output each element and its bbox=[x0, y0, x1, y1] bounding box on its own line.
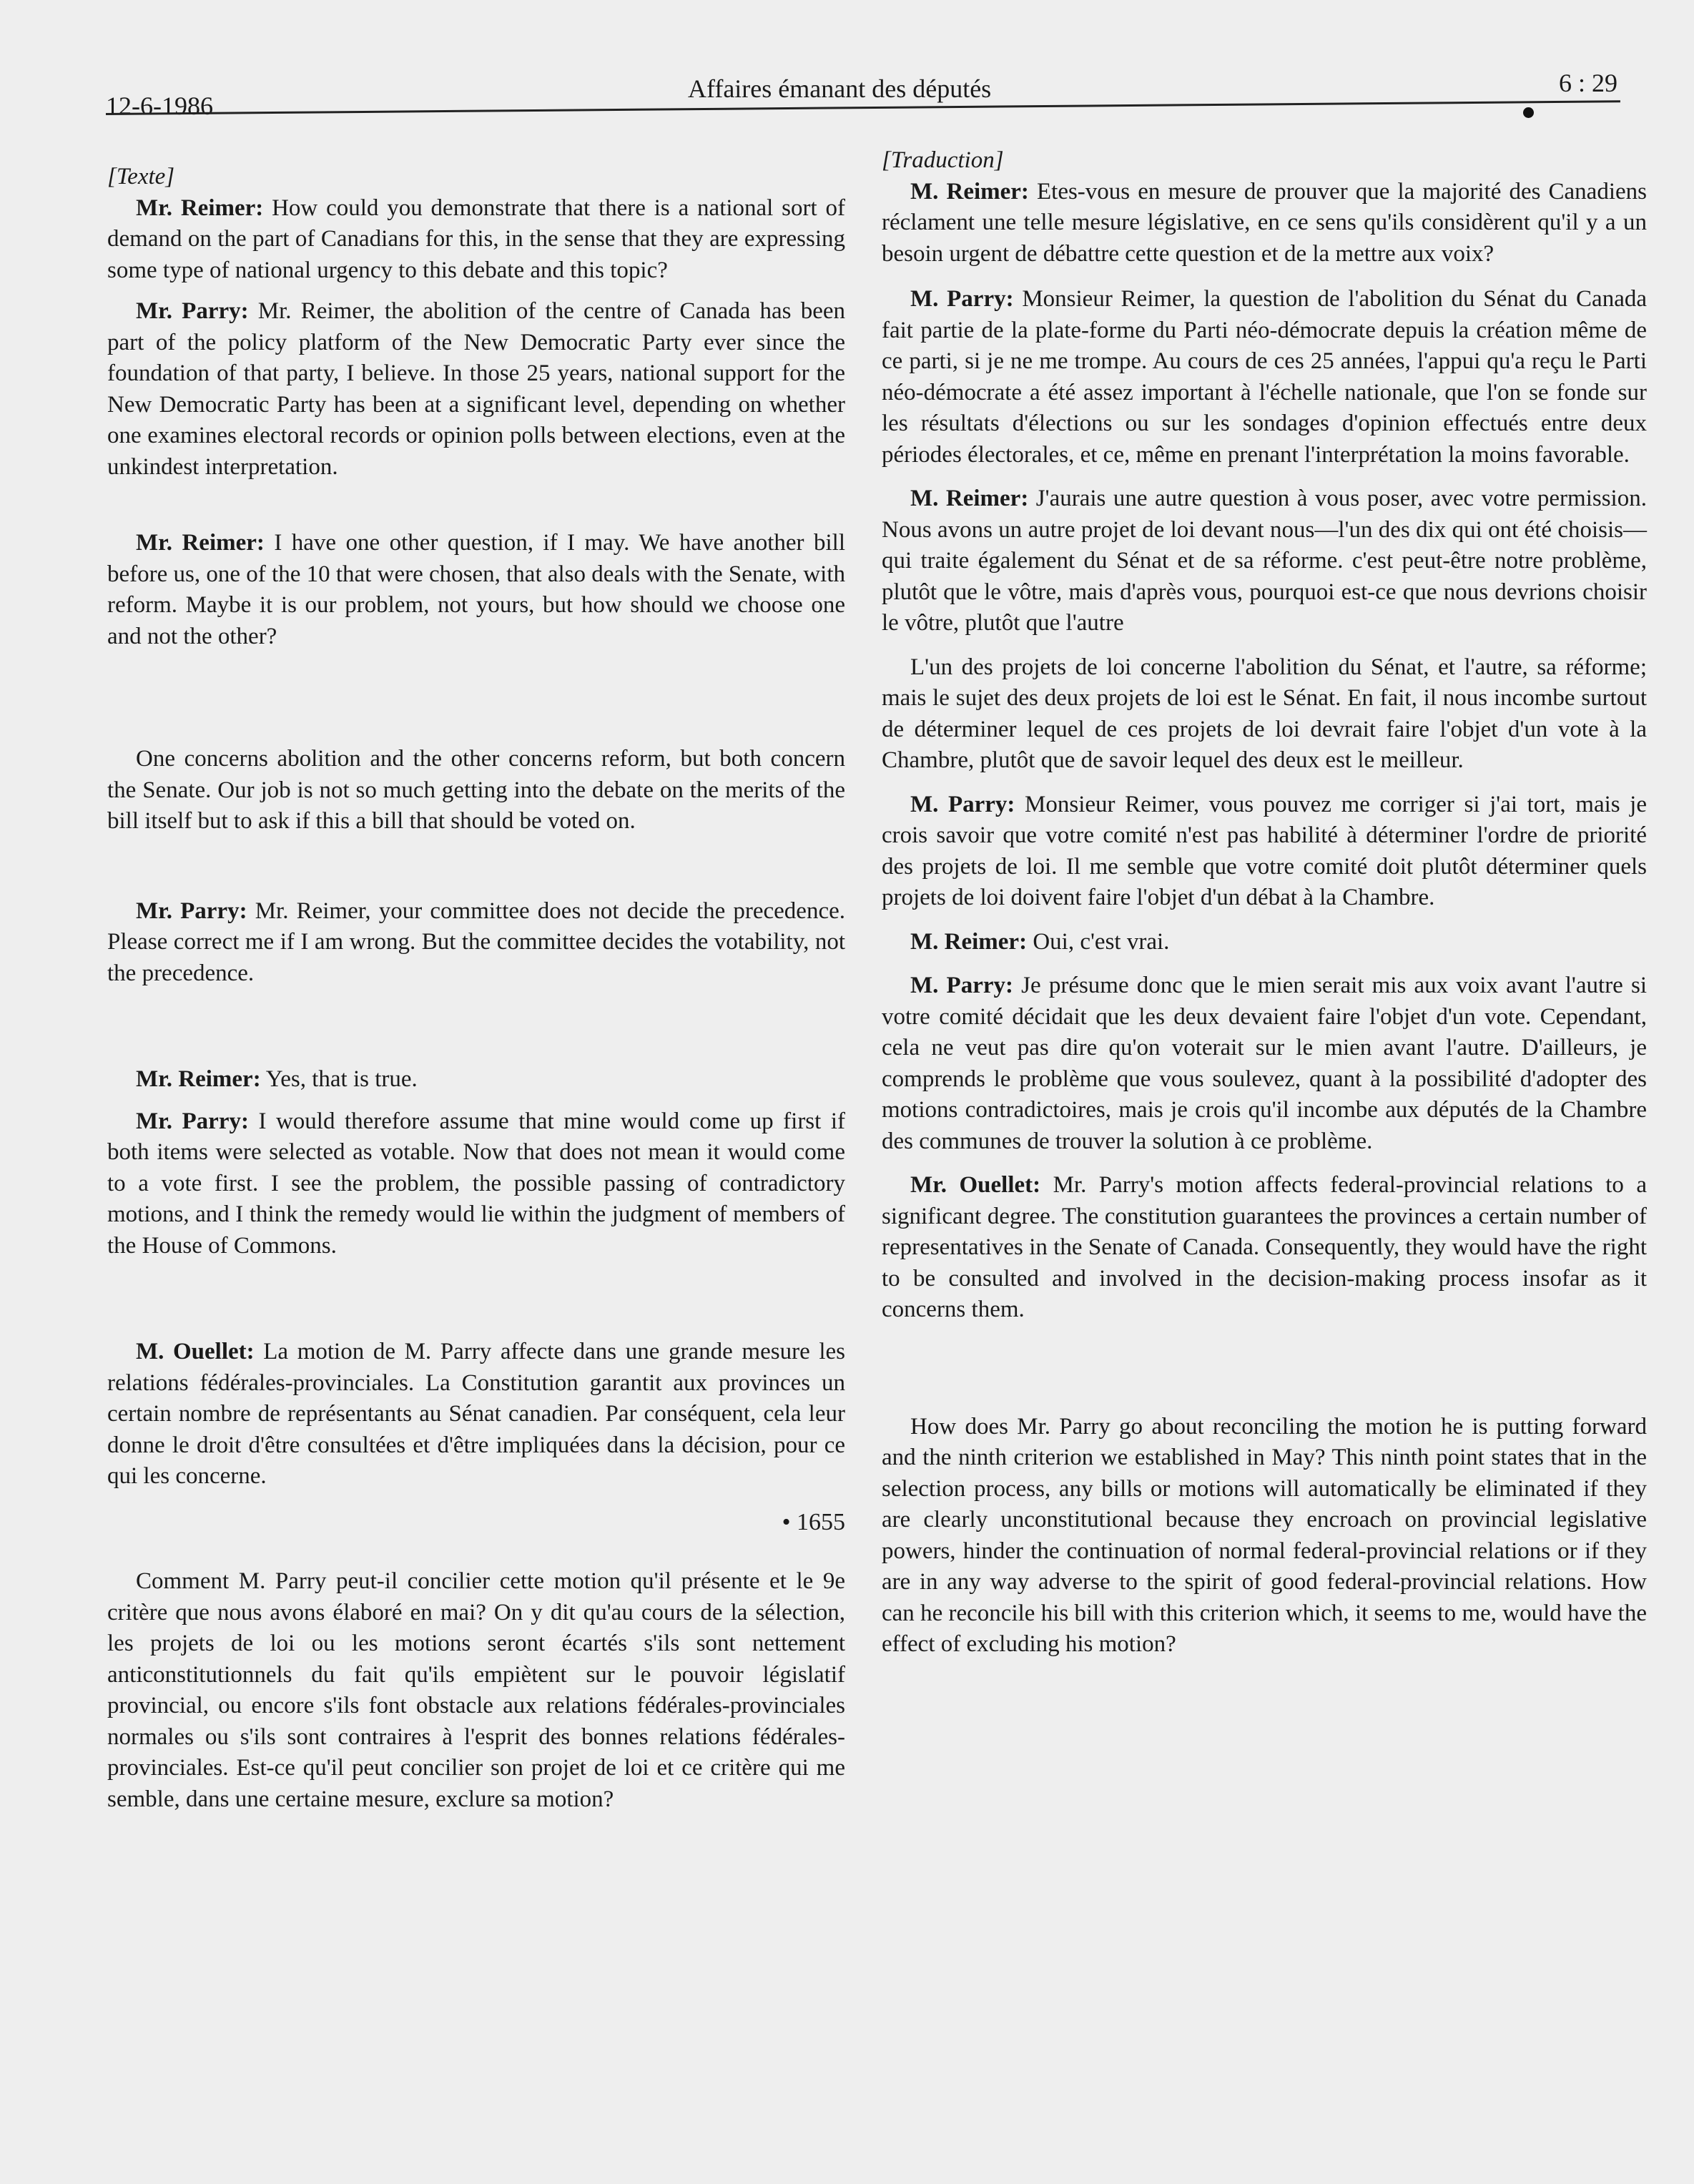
speaker-name: M. Parry: bbox=[910, 973, 1014, 998]
paragraph bbox=[107, 896, 845, 990]
speech-text: Monsieur Reimer, la question de l'abolition du Sénat du Canada fait partie de la plate-forme du Parti néo-démocrate depuis la création même de ce parti, si je ne me trompe. Au cours de ces 25 années, l'appui qu'a reçu le Parti néo-démocrate a été assez important à l'échelle nationale, que l'on se fonde sur les résultats d'élections ou sur les sondages d'opinion effectués entre deux périodes électorales, et ce, même en prenant l'interprétation la moins favorable. bbox=[882, 286, 1647, 468]
speech-text: Je présume donc que le mien serait mis aux voix avant l'autre si votre comité décidait que les deux devaient faire l'objet d'un vote. Cependant, cela ne veut pas dire qu'on voterait sur le mien avant l'autre. D'ailleurs, je comprends le problème que vous soulevez, quant à la possibilité d'adopter des motions contradictoires, mais je crois qu'il incombe aux députés de la Chambre des communes de trouver la solution à ce problème. bbox=[882, 973, 1648, 1154]
speaker-name: M. Parry: bbox=[910, 791, 1015, 817]
right-column-label: [Traduction] bbox=[882, 147, 1004, 173]
paragraph bbox=[107, 1064, 845, 1096]
paragraph: Comment M. Parry peut-il concilier cette motion qu'il présente et le 9e critère que nous avons élaboré en mai? On y dit qu'au cours de la sélection, les projets de loi ou les motions seront écartés s'ils sont nettement anticonstitutionnels du fait qu'ils empiètent sur le pouvoir législatif provincial, ou encore s'ils font obstacle aux relations fédérales-provinciales normales ou s'ils sont contraires à l'esprit des bonnes relations fédérales-provinciales. Est-ce qu'il peut concilier son projet de loi et ce critère qui me semble, dans une certaine mesure, exclure sa motion? bbox=[107, 1568, 845, 1812]
speech-text: Monsieur Reimer, vous pouvez me corriger si j'ai tort, mais je crois savoir que votre comité n'est pas habilité à déterminer l'ordre de priorité des projets de loi. Il me semble que votre comité doit plutôt déterminer quels projets de loi doivent faire l'objet d'un débat à la Chambre. bbox=[882, 791, 1648, 910]
paragraph bbox=[107, 1106, 845, 1262]
paragraph bbox=[882, 652, 1647, 777]
header-bullet bbox=[1523, 107, 1534, 118]
speech-text: Mr. Reimer, the abolition of the centre of Canada has been part of the policy platform of the New Democratic Party ever since the foundation of that party, I believe. In those 25 years, national support for the New Democratic Party has been at a significant level, depending on whether one examines electoral records or opinion polls between elections, even at the unkindest interpretation. bbox=[107, 298, 845, 480]
speaker-name: Mr. Reimer: bbox=[136, 195, 264, 221]
speaker-name: Mr. Parry: bbox=[136, 1108, 249, 1134]
time-marker: • 1655 bbox=[782, 1508, 845, 1535]
speech-text: L'un des projets de loi concerne l'abolition du Sénat, et l'autre, sa réforme; mais le sujet des deux projets de loi est le Sénat. En fait, il nous incombe surtout de déterminer lequel de ces projets de loi devrait faire l'objet d'un vote à la Chambre, plutôt que de savoir lequel des deux est le meilleur. bbox=[882, 654, 1647, 773]
speech-text: I have one other question, if I may. We have another bill before us, one of the 10 that were chosen, that also deals with the Senate, with reform. Maybe it is our problem, not yours, but how should we choose one and not the other? bbox=[107, 530, 846, 649]
paragraph bbox=[882, 483, 1647, 639]
paragraph bbox=[882, 790, 1647, 914]
speech-text: How could you demonstrate that there is a national sort of demand on the part of Canadians for this, in the sense that they are expressing some type of national urgency to this debate and this topic? bbox=[107, 195, 845, 283]
speech-text: La motion de M. Parry affecte dans une grande mesure les relations fédérales-provinciales. La Constitution garantit aux provinces un certain nombre de représentants au Sénat canadien. Par conséquent, cela leur donne le droit d'être consultées et d'être impliquées dans la décision, pour ce qui les concerne. bbox=[107, 1339, 845, 1489]
left-column-label: [Texte] bbox=[107, 164, 175, 190]
speaker-name: Mr. Parry: bbox=[136, 298, 249, 324]
speaker-name: M. Reimer: bbox=[910, 928, 1028, 955]
speaker-name: Mr. Reimer: bbox=[136, 1066, 261, 1092]
speech-text: Oui, c'est vrai. bbox=[1027, 928, 1170, 955]
speaker-name: M. Reimer: bbox=[910, 178, 1029, 205]
header-date: 12-6-1986 bbox=[106, 92, 213, 120]
paragraph bbox=[107, 528, 845, 652]
speech-text: Yes, that is true. bbox=[260, 1066, 418, 1092]
speaker-name: Mr. Parry: bbox=[136, 897, 247, 924]
speaker-name: Mr. Reimer: bbox=[136, 530, 265, 556]
speech-text: Mr. Parry's motion affects federal-provincial relations to a significant degree. The constitution guarantees the provinces a certain number of representatives in the Senate of Canada. Consequently, they would have the right to be consulted and involved in the decision-making process insofar as it concerns them. bbox=[882, 1172, 1647, 1322]
paragraph bbox=[107, 193, 845, 287]
speaker-name: M. Reimer: bbox=[910, 486, 1029, 511]
header-page-number: 6 : 29 bbox=[1559, 69, 1618, 97]
speaker-name: M. Ouellet: bbox=[136, 1339, 255, 1364]
paragraph bbox=[107, 744, 845, 837]
speech-text: J'aurais une autre question à vous poser, avec votre permission. Nous avons un autre projet de loi devant nous—l'un des dix qui ont été choisis—qui traite également du Sénat et de sa réforme. c'est peut-être notre problème, plutôt que le vôtre, mais d'après vous, pourquoi est-ce que nous devrions choisir le vôtre, plutôt que l'autre bbox=[882, 486, 1647, 636]
paragraph bbox=[882, 284, 1647, 471]
speech-text: Etes-vous en mesure de prouver que la majorité des Canadiens réclament une telle mesure législative, en ce sens qu'ils considèrent qu'il y a un besoin urgent de débattre cette question et de la mettre aux voix? bbox=[882, 178, 1647, 267]
speaker-name: Mr. Ouellet: bbox=[910, 1172, 1041, 1198]
speech-text: Mr. Reimer, your committee does not decide the precedence. Please correct me if I am wrong. But the committee decides the votability, not the precedence. bbox=[107, 897, 846, 986]
speaker-name: M. Parry: bbox=[910, 286, 1014, 312]
speech-text: I would therefore assume that mine would come up first if both items were selected as votable. Now that does not mean it would come to a vote first. I see the problem, the possible passing of contradictory motions, and I think the remedy would lie within the judgment of members of the House of Commons. bbox=[107, 1108, 845, 1259]
paragraph bbox=[107, 296, 845, 483]
speech-text: One concerns abolition and the other concerns reform, but both concern the Senate. Our job is not so much getting into the debate on the merits of the bill itself but to ask if this a bill that should be voted on. bbox=[107, 746, 845, 834]
paragraph bbox=[882, 927, 1647, 958]
right-column bbox=[882, 145, 1647, 1661]
left-column bbox=[107, 162, 845, 1815]
paragraph bbox=[107, 1337, 845, 1492]
paragraph bbox=[882, 970, 1647, 1157]
paragraph: How does Mr. Parry go about reconciling the motion he is putting forward and the ninth criterion we established in May? This ninth point states that in the selection process, any bills or motions will automatically be eliminated if they are clearly unconstitutional because they encroach on provincial legislative powers, hinder the continuation of normal federal-provincial relations or if they are in any way adverse to the spirit of good federal-provincial relations. How can he reconcile his bill with this criterion which, it seems to me, would have the effect of excluding his motion? bbox=[882, 1413, 1647, 1657]
paragraph bbox=[882, 1170, 1647, 1326]
paragraph bbox=[882, 177, 1647, 270]
header-title: Affaires émanant des députés bbox=[688, 74, 992, 103]
